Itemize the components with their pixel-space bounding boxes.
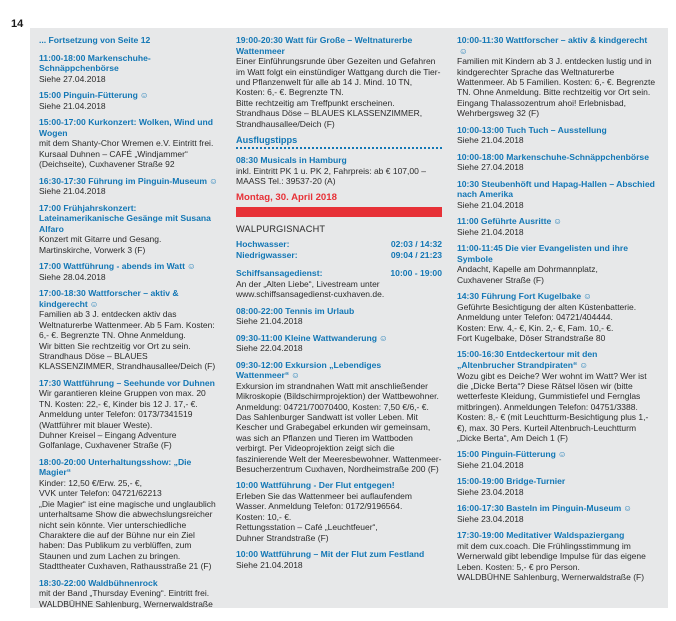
- event-title: [457, 291, 657, 302]
- row-value: 02:03 / 14:32: [390, 239, 442, 250]
- date-title: Montag, 30. April 2018: [236, 192, 337, 204]
- event-title: [39, 117, 221, 138]
- row-label: Hochwasser:: [236, 239, 290, 250]
- event-body: [39, 234, 221, 255]
- event-body: [39, 272, 221, 282]
- service-entry: [236, 268, 442, 300]
- event-title: [457, 530, 657, 541]
- column-right: [457, 35, 657, 601]
- event-body: [457, 162, 657, 172]
- event-title-text: 11:00-18:00 Markenschuhe-Schnäppchenbörse: [39, 52, 151, 74]
- entry-body-line: Siehe 23.04.2018: [457, 514, 524, 525]
- entry-body-line: Kosten: Erw. 4,- €, Kin. 2,- €, Fam. 10,- €.: [457, 322, 614, 333]
- event-title: [39, 578, 221, 589]
- entry-body-line: mit dem cux.coach. Die Frühlingsstimmung im Wernerwald gibt lebendige Impulse für das eigene Leben. Kosten: 5,- € pro Person.: [457, 541, 646, 572]
- column-left: [39, 35, 221, 609]
- event-entry: [39, 288, 221, 372]
- event-title-text: 10:30 Steubenhöft und Hapag-Hallen – Abschied nach Amerika: [457, 178, 655, 200]
- continuation-note: ... Fortsetzung von Seite 12: [39, 35, 151, 45]
- label-value-row: [236, 239, 442, 250]
- entry-body-line: WALDBÜHNE Sahlenburg, Wernerwaldstraße: [39, 598, 213, 609]
- event-entry: [457, 152, 657, 173]
- event-title-text: 11:00-11:45 Die vier Evangelisten und ihre Symbole: [457, 243, 628, 264]
- entry-body-line: Siehe 21.04.2018: [457, 460, 524, 471]
- event-title: [457, 216, 657, 227]
- event-entry: [457, 216, 657, 237]
- entry-body-line: Duhner Kreisel – Eingang Adventure Golfanlage, Cuxhavener Straße (F): [39, 430, 177, 451]
- entry-body-line: VVK unter Telefon: 04721/62213: [39, 488, 162, 499]
- event-title: [457, 243, 657, 264]
- label-value-row: [236, 268, 442, 279]
- smiley-icon: ☺: [139, 90, 149, 101]
- entry-body-line: Einer Einführungsrunde über Gezeiten und Gefahren im Watt folgt ein einstündiger Wattgang durch die Tier- und Pflanzenwelt für alle ab 14 J. Mind. 10 TN, Kosten: 6,- €. Begrenzte TN.: [236, 56, 441, 98]
- dotted-rule: [236, 147, 442, 149]
- row-value: 09:04 / 21:23: [390, 250, 442, 261]
- entry-body-line: Siehe 28.04.2018: [39, 271, 106, 282]
- entry-body-line: Wozu gibt es Deiche? Wer wohnt im Watt? Wer ist die „Dicke Berta“? Diese Rätsel lösen wir (bitte wetterfeste Kleidung, Gummistiefel und Fernglas mitbringen). Anmeldungen Telefon: 04751/3388.: [457, 370, 647, 412]
- event-body: [236, 56, 442, 129]
- smiley-icon: ☺: [186, 261, 196, 272]
- entry-body-line: Strandhaus Döse – BLAUES KLASSENZIMMER, Strandhausallee/Deich (F): [236, 108, 423, 129]
- event-title-text: 17:00 Wattführung - abends im Watt: [39, 261, 185, 272]
- event-entry: [236, 549, 442, 570]
- smiley-icon: ☺: [459, 45, 468, 56]
- smiley-icon: ☺: [209, 175, 218, 186]
- event-body: [39, 588, 221, 609]
- entry-body-line: Siehe 23.04.2018: [457, 487, 524, 498]
- smiley-icon: ☺: [291, 370, 300, 381]
- event-body: [457, 460, 657, 470]
- entry-body-line: Eingang Thalassozentrum ahoi! Erlebnisbad, Wehrbergsweg 32 (F): [457, 97, 627, 119]
- entry-body-line: Wir garantieren kleine Gruppen von max. 20 TN. Kosten: 22,- €, Kinder bis 12 J. 17,- €.: [39, 388, 206, 409]
- event-entry: [457, 291, 657, 343]
- event-title-text: 15:00-16:30 Entdeckertour mit den „Altenbrucher Strandpiraten“: [457, 349, 598, 371]
- event-title: [457, 125, 657, 136]
- event-title: [39, 90, 221, 101]
- event-body: [39, 388, 221, 450]
- event-entry: [457, 349, 657, 443]
- event-title-text: 08:00-22:00 Tennis im Urlaub: [236, 305, 355, 316]
- event-entry: [236, 333, 442, 354]
- entry-body-line: Stadttheater Cuxhaven, Rathausstraße 21 (F): [39, 561, 212, 572]
- event-title: [457, 449, 657, 460]
- event-title: [457, 179, 657, 200]
- event-title: [457, 349, 657, 370]
- event-title-text: 15:00 Pinguin-Fütterung: [457, 449, 556, 460]
- event-title-text: 19:00-20:30 Watt für Große – Weltnaturerbe Wattenmeer: [236, 35, 413, 56]
- event-body: [457, 264, 657, 285]
- tide-row: [236, 239, 442, 250]
- event-body: [457, 487, 657, 497]
- event-body: [39, 478, 221, 572]
- event-title-text: 10:00-13:00 Tuch Tuch – Ausstellung: [457, 124, 607, 135]
- entry-body-line: Siehe 21.04.2018: [236, 559, 303, 570]
- event-title: [236, 360, 442, 381]
- event-body: [457, 541, 657, 583]
- event-title-text: 10:00 Wattführung - Der Flut entgegen!: [236, 480, 395, 491]
- tide-row: [236, 250, 442, 261]
- event-title-text: 17:30 Wattführung – Seehunde vor Duhnen: [39, 377, 215, 388]
- event-body: [236, 381, 442, 475]
- entry-body-line: Duhner Strandstraße (F): [236, 532, 329, 543]
- entry-body-line: inkl. Eintritt PK 1 u. PK 2, Fahrpreis: ab € 107,00 – MAASS Tel.: 39537-20 (A): [236, 165, 426, 187]
- event-body: [236, 343, 442, 353]
- event-entry: [457, 449, 657, 470]
- event-title: [39, 203, 221, 235]
- entry-body-line: Cuxhavener Straße (F): [457, 274, 544, 285]
- smiley-icon: ☺: [379, 332, 388, 343]
- event-title-text: 10:00-18:00 Markenschuhe-Schnäppchenbörse: [457, 151, 649, 162]
- event-title-text: 16:30-17:30 Führung im Pinguin-Museum: [39, 175, 208, 186]
- event-title-text: 15:00 Pinguin-Fütterung: [39, 90, 138, 101]
- event-entry: [39, 457, 221, 572]
- caps-label: WALPURGISNACHT: [236, 224, 326, 235]
- entry-body-line: Rettungsstation – Café „Leuchtfeuer“,: [236, 522, 378, 533]
- entry-body-line: Exkursion im strandnahen Watt mit anschließender Mikroskopie (Bildschirmprojektion) der Wattbewohner. Anmeldung: 04721/70070400, Kosten: 7,50 €/6,- €. Das Sahlenburger Sandwatt ist voller Leben. Mit Kescher und Grabegabel erkunden wir gemeinsam, was sich an Pflanzen und Tieren im Wattboden verbirgt. Per Videoprojektion zeigt sich die faszinierende Welt der Meeresbewohner. Wattenmeer-Besucherzentrum Cuxhaven, Nordheimstraße 200 (F): [236, 380, 442, 475]
- event-entry: [39, 176, 221, 197]
- event-entry: [457, 243, 657, 285]
- event-body: [457, 227, 657, 237]
- event-entry: [39, 90, 221, 111]
- entry-body-line: An der „Alten Liebe“, Livestream unter www.schiffsansagedienst-cuxhaven.de.: [236, 278, 385, 300]
- entry-body-line: Martinskirche, Vorwerk 3 (F): [39, 244, 146, 255]
- smiley-icon: ☺: [579, 360, 589, 371]
- entry-body-line: mit dem Shanty-Chor Wremen e.V. Eintritt frei.: [39, 138, 214, 149]
- entry-body-line: Wir bitten Sie rechtzeitig vor Ort zu sein.: [39, 340, 191, 351]
- event-title: [236, 549, 442, 560]
- page-number: 14: [11, 18, 24, 30]
- event-title: [236, 35, 442, 56]
- entry-body-line: Erleben Sie das Wattenmeer bei auflaufendem Wasser. Anmeldung Telefon: 0172/9196564.: [236, 491, 412, 512]
- smiley-icon: ☺: [89, 298, 99, 309]
- entry-body-line: Siehe 21.04.2018: [457, 226, 524, 237]
- event-entry: [236, 35, 442, 129]
- event-title-text: 17:00 Frühjahrskonzert: Lateinamerikanische Gesänge mit Susana Alfaro: [39, 202, 211, 234]
- event-title-text: 15:00-17:00 Kurkonzert: Wolken, Wind und Wogen: [39, 117, 214, 138]
- event-title-text: 08:30 Musicals in Hamburg: [236, 155, 347, 166]
- event-entry: [457, 476, 657, 497]
- entry-body-line: Strandhaus Döse – BLAUES KLASSENZIMMER, Strandhausallee/Deich (F): [39, 351, 216, 372]
- event-body: [457, 514, 657, 524]
- entry-body-line: „Die Magier“ ist eine magische und unglaublich unterhaltsame Show die abwechslungsreicher nicht sein könnte. Vier unterschiedliche Charaktere die auf der Bühne nur ein Ziel haben: Das Publikum zu verblüffen, zum Staunen und zum Lachen zu bringen.: [39, 498, 216, 561]
- event-entry: [236, 306, 442, 327]
- entry-body-line: Siehe 27.04.2018: [39, 73, 106, 84]
- event-title: [39, 288, 221, 309]
- entry-body-line: Konzert mit Gitarre und Gesang.: [39, 234, 162, 245]
- entry-body-line: Siehe 21.04.2018: [236, 316, 303, 327]
- event-title-text: 15:00-19:00 Bridge-Turnier: [457, 476, 566, 487]
- row-value: 10:00 - 19:00: [390, 268, 442, 279]
- event-entry: [39, 203, 221, 256]
- event-title-text: 16:00-17:30 Basteln im Pinguin-Museum: [457, 503, 622, 514]
- smiley-icon: ☺: [583, 291, 592, 302]
- event-title: [457, 503, 657, 514]
- smiley-icon: ☺: [623, 503, 632, 514]
- entry-body-line: Anmeldung unter Telefon: 0173/7341519 (Wattführer mit blauer Weste).: [39, 409, 193, 430]
- event-entry: [39, 378, 221, 451]
- event-title: [39, 378, 221, 389]
- entry-body-line: Siehe 21.04.2018: [457, 135, 524, 146]
- event-title: [457, 35, 657, 56]
- entry-body-line: Siehe 21.04.2018: [457, 199, 524, 210]
- event-title: [39, 53, 221, 74]
- event-body: [457, 200, 657, 210]
- event-title-text: 11:00 Geführte Ausritte: [457, 216, 552, 227]
- event-title: [457, 476, 657, 487]
- event-title-text: 17:30-19:00 Meditativer Waldspaziergang: [457, 530, 625, 541]
- event-body: [39, 138, 221, 169]
- date-bar: [236, 207, 442, 217]
- entry-body-line: Andacht, Kapelle am Dohrmannplatz,: [457, 264, 598, 275]
- event-entry: [457, 503, 657, 524]
- event-body: [236, 560, 442, 570]
- event-entry: [39, 53, 221, 85]
- event-body: [457, 56, 657, 118]
- event-entry: [39, 578, 221, 609]
- event-entry: [39, 261, 221, 282]
- event-entry: [39, 117, 221, 169]
- event-title: [39, 457, 221, 478]
- entry-body-line: Geführte Besichtigung der alten Küstenbatterie. Anmeldung unter Telefon: 04721/404444.: [457, 301, 637, 323]
- event-body: [236, 166, 442, 187]
- event-body: [236, 491, 442, 543]
- entry-body-line: mit der Band „Thursday Evening“. Eintritt frei.: [39, 588, 210, 599]
- event-body: [457, 302, 657, 344]
- event-title: [236, 306, 442, 317]
- entry-body-line: WALDBÜHNE Sahlenburg, Wernerwaldstraße (F): [457, 572, 645, 583]
- event-body: [236, 316, 442, 326]
- event-body: [39, 74, 221, 84]
- entry-body-line: Siehe 21.04.2018: [39, 186, 106, 197]
- entry-body-line: Kosten: 10,- €.: [236, 511, 292, 522]
- section-header: [236, 135, 442, 149]
- entry-body-line: Kinder: 12,50 €/Erw. 25,- €,: [39, 478, 143, 489]
- entry-body-line: Siehe 22.04.2018: [236, 343, 303, 354]
- event-body: [39, 186, 221, 196]
- row-label: Schiffsansagedienst:: [236, 268, 323, 279]
- entry-body-line: Bitte rechtzeitig am Treffpunkt erscheinen.: [236, 97, 395, 108]
- event-title: [236, 333, 442, 344]
- entry-body-line: (Deichseite), Cuxhavener Straße 92: [39, 159, 175, 170]
- entry-body-line: Kursaal Duhnen – CAFÉ „Windjammer“: [39, 148, 188, 159]
- event-entry: [236, 360, 442, 475]
- date-header: [236, 192, 442, 217]
- event-body: [457, 371, 657, 444]
- event-title-text: 10:00-11:30 Wattforscher – aktiv & kindgerecht: [457, 35, 648, 45]
- event-entry: [457, 179, 657, 211]
- event-entry: [236, 155, 442, 186]
- entry-body-line: Familien ab 3 J. entdecken aktiv das Weltnaturerbe Wattenmeer. Ab 5 Fam. Kosten: 6,- €. Begrenzte TN. Ohne Anmeldung.: [39, 309, 215, 341]
- event-title-text: 14:30 Führung Fort Kugelbake: [457, 291, 582, 302]
- entry-body-line: Siehe 27.04.2018: [457, 162, 524, 173]
- event-title: [39, 176, 221, 187]
- row-label: Niedrigwasser:: [236, 250, 298, 261]
- event-title-text: 17:00-18:30 Wattforscher – aktiv & kindgerecht: [39, 288, 179, 309]
- event-entry: [236, 480, 442, 543]
- calendar-sheet: [30, 28, 668, 608]
- event-title-text: 18:30-22:00 Waldbühnenrock: [39, 577, 158, 588]
- event-entry: [457, 125, 657, 146]
- column-middle: [236, 35, 442, 601]
- label-value-row: [236, 250, 442, 261]
- entry-body-line: Siehe 21.04.2018: [39, 100, 106, 111]
- smiley-icon: ☺: [557, 449, 567, 460]
- event-title: [457, 152, 657, 163]
- event-title-text: 10:00 Wattführung – Mit der Flut zum Festland: [236, 549, 425, 560]
- event-body: [39, 309, 221, 371]
- entry-body-line: Fort Kugelbake, Döser Strandstraße 80: [457, 333, 606, 344]
- section-title: Ausflugstipps: [236, 135, 298, 146]
- smiley-icon: ☺: [553, 216, 562, 227]
- event-entry: [457, 35, 657, 119]
- event-title-text: 09:30-11:00 Kleine Wattwanderung: [236, 332, 378, 343]
- event-title: [236, 480, 442, 491]
- entry-body-line: Kosten: 8,- € (mit Leuchtturm-Besichtigung plus 1,- €), max. 30 Pers. Kurteil Altenbruch-Leuchtturm „Dicke Berta“, Am Deich 1 (F): [457, 412, 649, 444]
- event-title: [39, 261, 221, 272]
- event-body: [39, 101, 221, 111]
- event-title-text: 09:30-12:00 Exkursion „Lebendiges Wattenmeer“: [236, 359, 382, 381]
- event-title-text: 18:00-20:00 Unterhaltungsshow: „Die Magier“: [39, 456, 192, 478]
- event-title: [236, 155, 442, 166]
- event-body: [457, 135, 657, 145]
- event-entry: [457, 530, 657, 582]
- entry-body-line: Familien mit Kindern ab 3 J. entdecken lustig und in kindgerechter Sprache das Weltnaturerbe Wattenmeer. Ab 5 Familien. Kosten: 6,- €. Begrenzte TN. Ohne Anmeldung. Bitte rechtzeitig vor Ort sein.: [457, 56, 656, 98]
